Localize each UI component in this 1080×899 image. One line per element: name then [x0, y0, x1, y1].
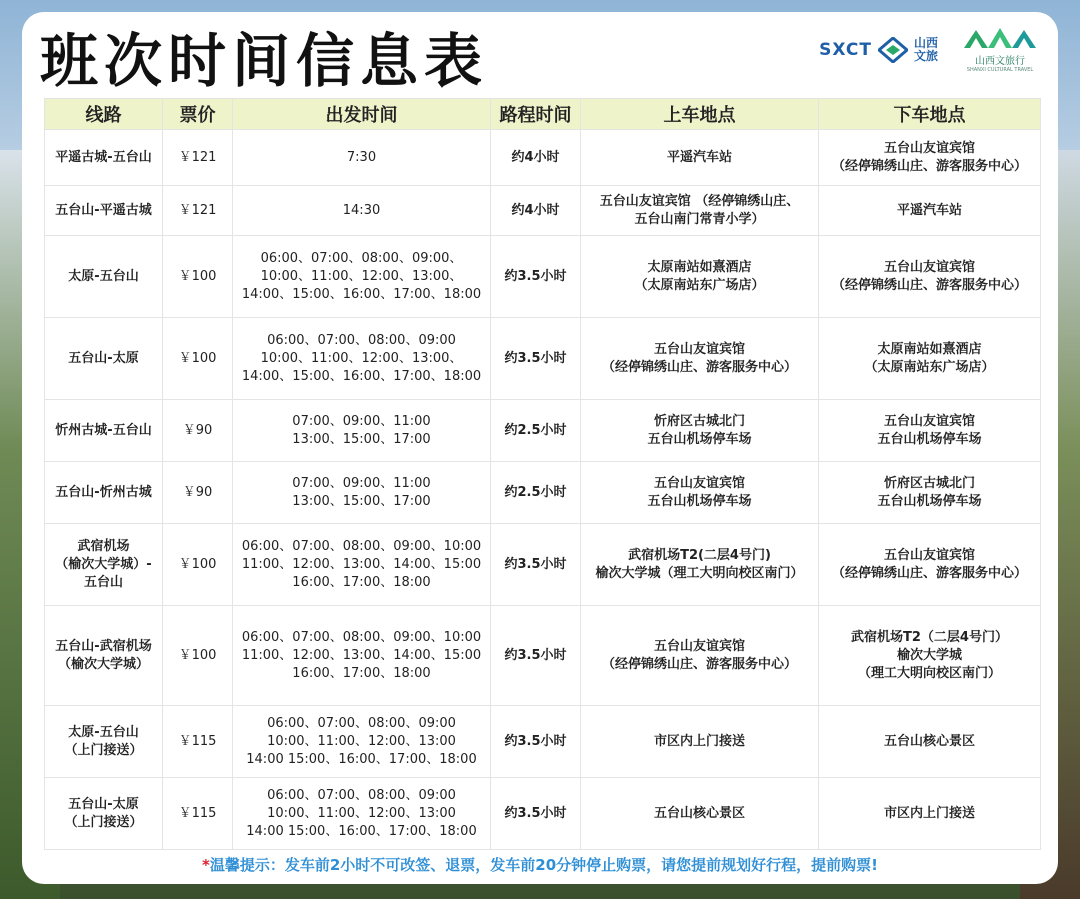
departure-times-cell — [233, 186, 491, 236]
departure-times-cell — [233, 524, 491, 606]
route-cell — [45, 462, 163, 524]
dropoff-cell-line: 市区内上门接送 — [883, 805, 975, 821]
table-row — [45, 236, 1041, 318]
departure-times-cell-line: 10:00、11:00、12:00、13:00、 — [260, 268, 463, 284]
departure-times-cell-line: 16:00、17:00、18:00 — [292, 574, 431, 590]
duration-cell: 约4小时 — [491, 130, 581, 186]
departure-times-cell-line: 14:00 15:00、16:00、17:00、18:00 — [246, 823, 477, 839]
dropoff-cell — [819, 186, 1041, 236]
dropoff-cell — [819, 706, 1041, 778]
route-cell-line: （上门接送） — [64, 742, 143, 758]
dropoff-cell-line: 太原南站如熹酒店 — [877, 341, 982, 357]
route-cell — [45, 524, 163, 606]
reminder-label: 温馨提示： — [209, 856, 285, 874]
pickup-cell-line: 太原南站如熹酒店 — [647, 259, 752, 275]
departure-times-cell-line: 10:00、11:00、12:00、13:00、 — [260, 350, 463, 366]
dropoff-cell-line: 五台山核心景区 — [883, 733, 975, 749]
route-cell-line: （榆次大学城）- — [55, 556, 152, 572]
pickup-cell-line: 五台山友谊宾馆 — [653, 475, 745, 491]
price-cell: ￥90 — [163, 462, 233, 524]
route-cell-line: 太原-五台山 — [68, 724, 139, 740]
route-cell-line: 忻州古城-五台山 — [55, 422, 152, 438]
departure-times-cell-line: 14:00、15:00、16:00、17:00、18:00 — [241, 286, 482, 302]
departure-times-cell — [233, 778, 491, 850]
mountain-logo-icon — [964, 26, 1036, 50]
departure-times-cell-line: 06:00、07:00、08:00、09:00 — [267, 332, 456, 348]
departure-times-cell — [233, 606, 491, 706]
dropoff-cell-line: （太原南站东广场店） — [864, 359, 995, 375]
table-row — [45, 186, 1041, 236]
departure-times-cell-line: 06:00、07:00、08:00、09:00、10:00 — [241, 629, 482, 645]
schedule-table-wrap — [44, 98, 1040, 850]
dropoff-cell-line: （理工大明向校区南门） — [857, 665, 1001, 681]
route-cell-line: 五台山-太原 — [68, 796, 139, 812]
dropoff-cell — [819, 130, 1041, 186]
departure-times-cell — [233, 318, 491, 400]
dropoff-cell — [819, 236, 1041, 318]
route-cell — [45, 606, 163, 706]
dropoff-cell-line: 五台山友谊宾馆 — [883, 140, 975, 156]
route-cell — [45, 318, 163, 400]
dropoff-cell — [819, 524, 1041, 606]
column-header: 上车地点 — [581, 99, 819, 130]
departure-times-cell-line: 10:00、11:00、12:00、13:00 — [267, 805, 456, 821]
departure-times-cell — [233, 400, 491, 462]
departure-times-cell-line: 7:30 — [346, 149, 377, 165]
departure-times-cell — [233, 706, 491, 778]
departure-times-cell-line: 16:00、17:00、18:00 — [292, 665, 431, 681]
departure-times-cell — [233, 462, 491, 524]
departure-times-cell-line: 06:00、07:00、08:00、09:00、 — [260, 250, 463, 266]
pickup-cell-line: 榆次大学城（理工大明向校区南门） — [595, 565, 804, 581]
route-cell — [45, 186, 163, 236]
schedule-card — [22, 12, 1058, 884]
pickup-cell-line: 五台山友谊宾馆 — [653, 638, 745, 654]
duration-cell: 约2.5小时 — [491, 400, 581, 462]
pickup-cell-line: 五台山南门常青小学） — [634, 211, 765, 227]
column-header: 下车地点 — [819, 99, 1041, 130]
duration-cell: 约3.5小时 — [491, 778, 581, 850]
pickup-cell-line: 五台山友谊宾馆 — [653, 341, 745, 357]
duration-cell: 约3.5小时 — [491, 524, 581, 606]
departure-times-cell-line: 06:00、07:00、08:00、09:00、10:00 — [241, 538, 482, 554]
departure-times-cell-line: 07:00、09:00、11:00 — [292, 413, 431, 429]
route-cell — [45, 130, 163, 186]
pickup-cell-line: 五台山友谊宾馆 （经停锦绣山庄、 — [599, 193, 800, 209]
column-header: 线路 — [45, 99, 163, 130]
departure-times-cell-line: 11:00、12:00、13:00、14:00、15:00 — [241, 647, 482, 663]
table-row — [45, 130, 1041, 186]
pickup-cell-line: 武宿机场T2(二层4号门) — [628, 547, 771, 563]
departure-times-cell-line: 14:30 — [342, 202, 381, 218]
route-cell-line: 武宿机场 — [77, 538, 130, 554]
pickup-cell — [581, 318, 819, 400]
departure-times-cell-line: 14:00、15:00、16:00、17:00、18:00 — [241, 368, 482, 384]
table-row — [45, 400, 1041, 462]
column-header: 票价 — [163, 99, 233, 130]
logos — [819, 26, 1036, 73]
dropoff-cell — [819, 318, 1041, 400]
dropoff-cell — [819, 462, 1041, 524]
sxct-logo — [819, 37, 938, 63]
table-row — [45, 706, 1041, 778]
dropoff-cell — [819, 606, 1041, 706]
diamond-logo-icon — [878, 37, 908, 63]
pickup-cell — [581, 130, 819, 186]
route-cell — [45, 778, 163, 850]
dropoff-cell-line: （经停锦绣山庄、游客服务中心） — [831, 277, 1027, 293]
pickup-cell-line: 五台山机场停车场 — [647, 493, 752, 509]
dropoff-cell-line: （经停锦绣山庄、游客服务中心） — [831, 158, 1027, 174]
pickup-cell — [581, 524, 819, 606]
dropoff-cell-line: 五台山机场停车场 — [877, 493, 982, 509]
price-cell: ￥100 — [163, 524, 233, 606]
departure-times-cell-line: 14:00 15:00、16:00、17:00、18:00 — [246, 751, 477, 767]
reminder-note: *温馨提示：发车前2小时不可改签、退票，发车前20分钟停止购票，请您提前规划好行程，提前购票! — [201, 856, 879, 874]
table-row — [45, 318, 1041, 400]
departure-times-cell — [233, 236, 491, 318]
departure-times-cell-line: 07:00、09:00、11:00 — [292, 475, 431, 491]
table-row — [45, 606, 1041, 706]
pickup-cell — [581, 236, 819, 318]
dropoff-cell-line: （经停锦绣山庄、游客服务中心） — [831, 565, 1027, 581]
duration-cell: 约4小时 — [491, 186, 581, 236]
dropoff-cell-line: 五台山友谊宾馆 — [883, 259, 975, 275]
price-cell: ￥90 — [163, 400, 233, 462]
route-cell-line: 五台山-武宿机场 — [55, 638, 152, 654]
duration-cell: 约3.5小时 — [491, 318, 581, 400]
route-cell-line: 五台山-平遥古城 — [55, 202, 152, 218]
departure-times-cell-line: 13:00、15:00、17:00 — [292, 493, 431, 509]
departure-times-cell-line: 10:00、11:00、12:00、13:00 — [267, 733, 456, 749]
pickup-cell — [581, 778, 819, 850]
table-row — [45, 524, 1041, 606]
dropoff-cell-line: 五台山友谊宾馆 — [883, 547, 975, 563]
price-cell: ￥115 — [163, 706, 233, 778]
duration-cell: 约3.5小时 — [491, 606, 581, 706]
route-cell-line: 五台山 — [83, 574, 123, 590]
pickup-cell-line: 平遥汽车站 — [666, 149, 732, 165]
departure-times-cell-line: 13:00、15:00、17:00 — [292, 431, 431, 447]
sxct-logo-text: SXCT — [819, 39, 872, 60]
pickup-cell — [581, 400, 819, 462]
duration-cell: 约2.5小时 — [491, 462, 581, 524]
price-cell: ￥121 — [163, 130, 233, 186]
pickup-cell — [581, 186, 819, 236]
departure-times-cell-line: 11:00、12:00、13:00、14:00、15:00 — [241, 556, 482, 572]
dropoff-cell-line: 忻府区古城北门 — [883, 475, 975, 491]
pickup-cell-line: 五台山核心景区 — [653, 805, 745, 821]
pickup-cell-line: （太原南站东广场店） — [634, 277, 765, 293]
table-row — [45, 778, 1041, 850]
departure-times-cell-line: 06:00、07:00、08:00、09:00 — [267, 715, 456, 731]
schedule-table — [44, 98, 1041, 850]
route-cell — [45, 236, 163, 318]
table-body — [45, 130, 1041, 850]
route-cell-line: 太原-五台山 — [68, 268, 139, 284]
reminder-text: 发车前2小时不可改签、退票，发车前20分钟停止购票，请您提前规划好行程，提前购票! — [284, 856, 879, 874]
shanxi-travel-logo: 山西文旅行 SHANXI CULTURAL TRAVEL — [964, 26, 1036, 73]
column-header: 路程时间 — [491, 99, 581, 130]
table-row — [45, 462, 1041, 524]
duration-cell: 约3.5小时 — [491, 706, 581, 778]
pickup-cell — [581, 606, 819, 706]
price-cell: ￥121 — [163, 186, 233, 236]
pickup-cell-line: （经停锦绣山庄、游客服务中心） — [601, 656, 797, 672]
page-title: 班次时间信息表 — [40, 27, 489, 95]
dropoff-cell-line: 五台山机场停车场 — [877, 431, 982, 447]
price-cell: ￥100 — [163, 606, 233, 706]
column-header: 出发时间 — [233, 99, 491, 130]
price-cell: ￥100 — [163, 236, 233, 318]
dropoff-cell — [819, 400, 1041, 462]
pickup-cell — [581, 462, 819, 524]
pickup-cell-line: 五台山机场停车场 — [647, 431, 752, 447]
price-cell: ￥100 — [163, 318, 233, 400]
pickup-cell-line: 忻府区古城北门 — [653, 413, 745, 429]
route-cell-line: 五台山-太原 — [68, 350, 139, 366]
dropoff-cell-line: 榆次大学城 — [896, 647, 962, 663]
dropoff-cell-line: 五台山友谊宾馆 — [883, 413, 975, 429]
dropoff-cell-line: 武宿机场T2（二层4号门） — [851, 629, 1008, 645]
duration-cell: 约3.5小时 — [491, 236, 581, 318]
departure-times-cell — [233, 130, 491, 186]
route-cell-line: 平遥古城-五台山 — [55, 149, 152, 165]
pickup-cell-line: （经停锦绣山庄、游客服务中心） — [601, 359, 797, 375]
sxct-logo-cn: 山西 文旅 — [913, 35, 938, 63]
price-cell: ￥115 — [163, 778, 233, 850]
pickup-cell-line: 市区内上门接送 — [653, 733, 745, 749]
route-cell-line: （上门接送） — [64, 814, 143, 830]
route-cell-line: 五台山-忻州古城 — [55, 484, 152, 500]
dropoff-cell — [819, 778, 1041, 850]
route-cell-line: （榆次大学城） — [57, 656, 149, 672]
table-header-row — [45, 99, 1041, 130]
route-cell — [45, 400, 163, 462]
dropoff-cell-line: 平遥汽车站 — [896, 202, 962, 218]
pickup-cell — [581, 706, 819, 778]
departure-times-cell-line: 06:00、07:00、08:00、09:00 — [267, 787, 456, 803]
route-cell — [45, 706, 163, 778]
